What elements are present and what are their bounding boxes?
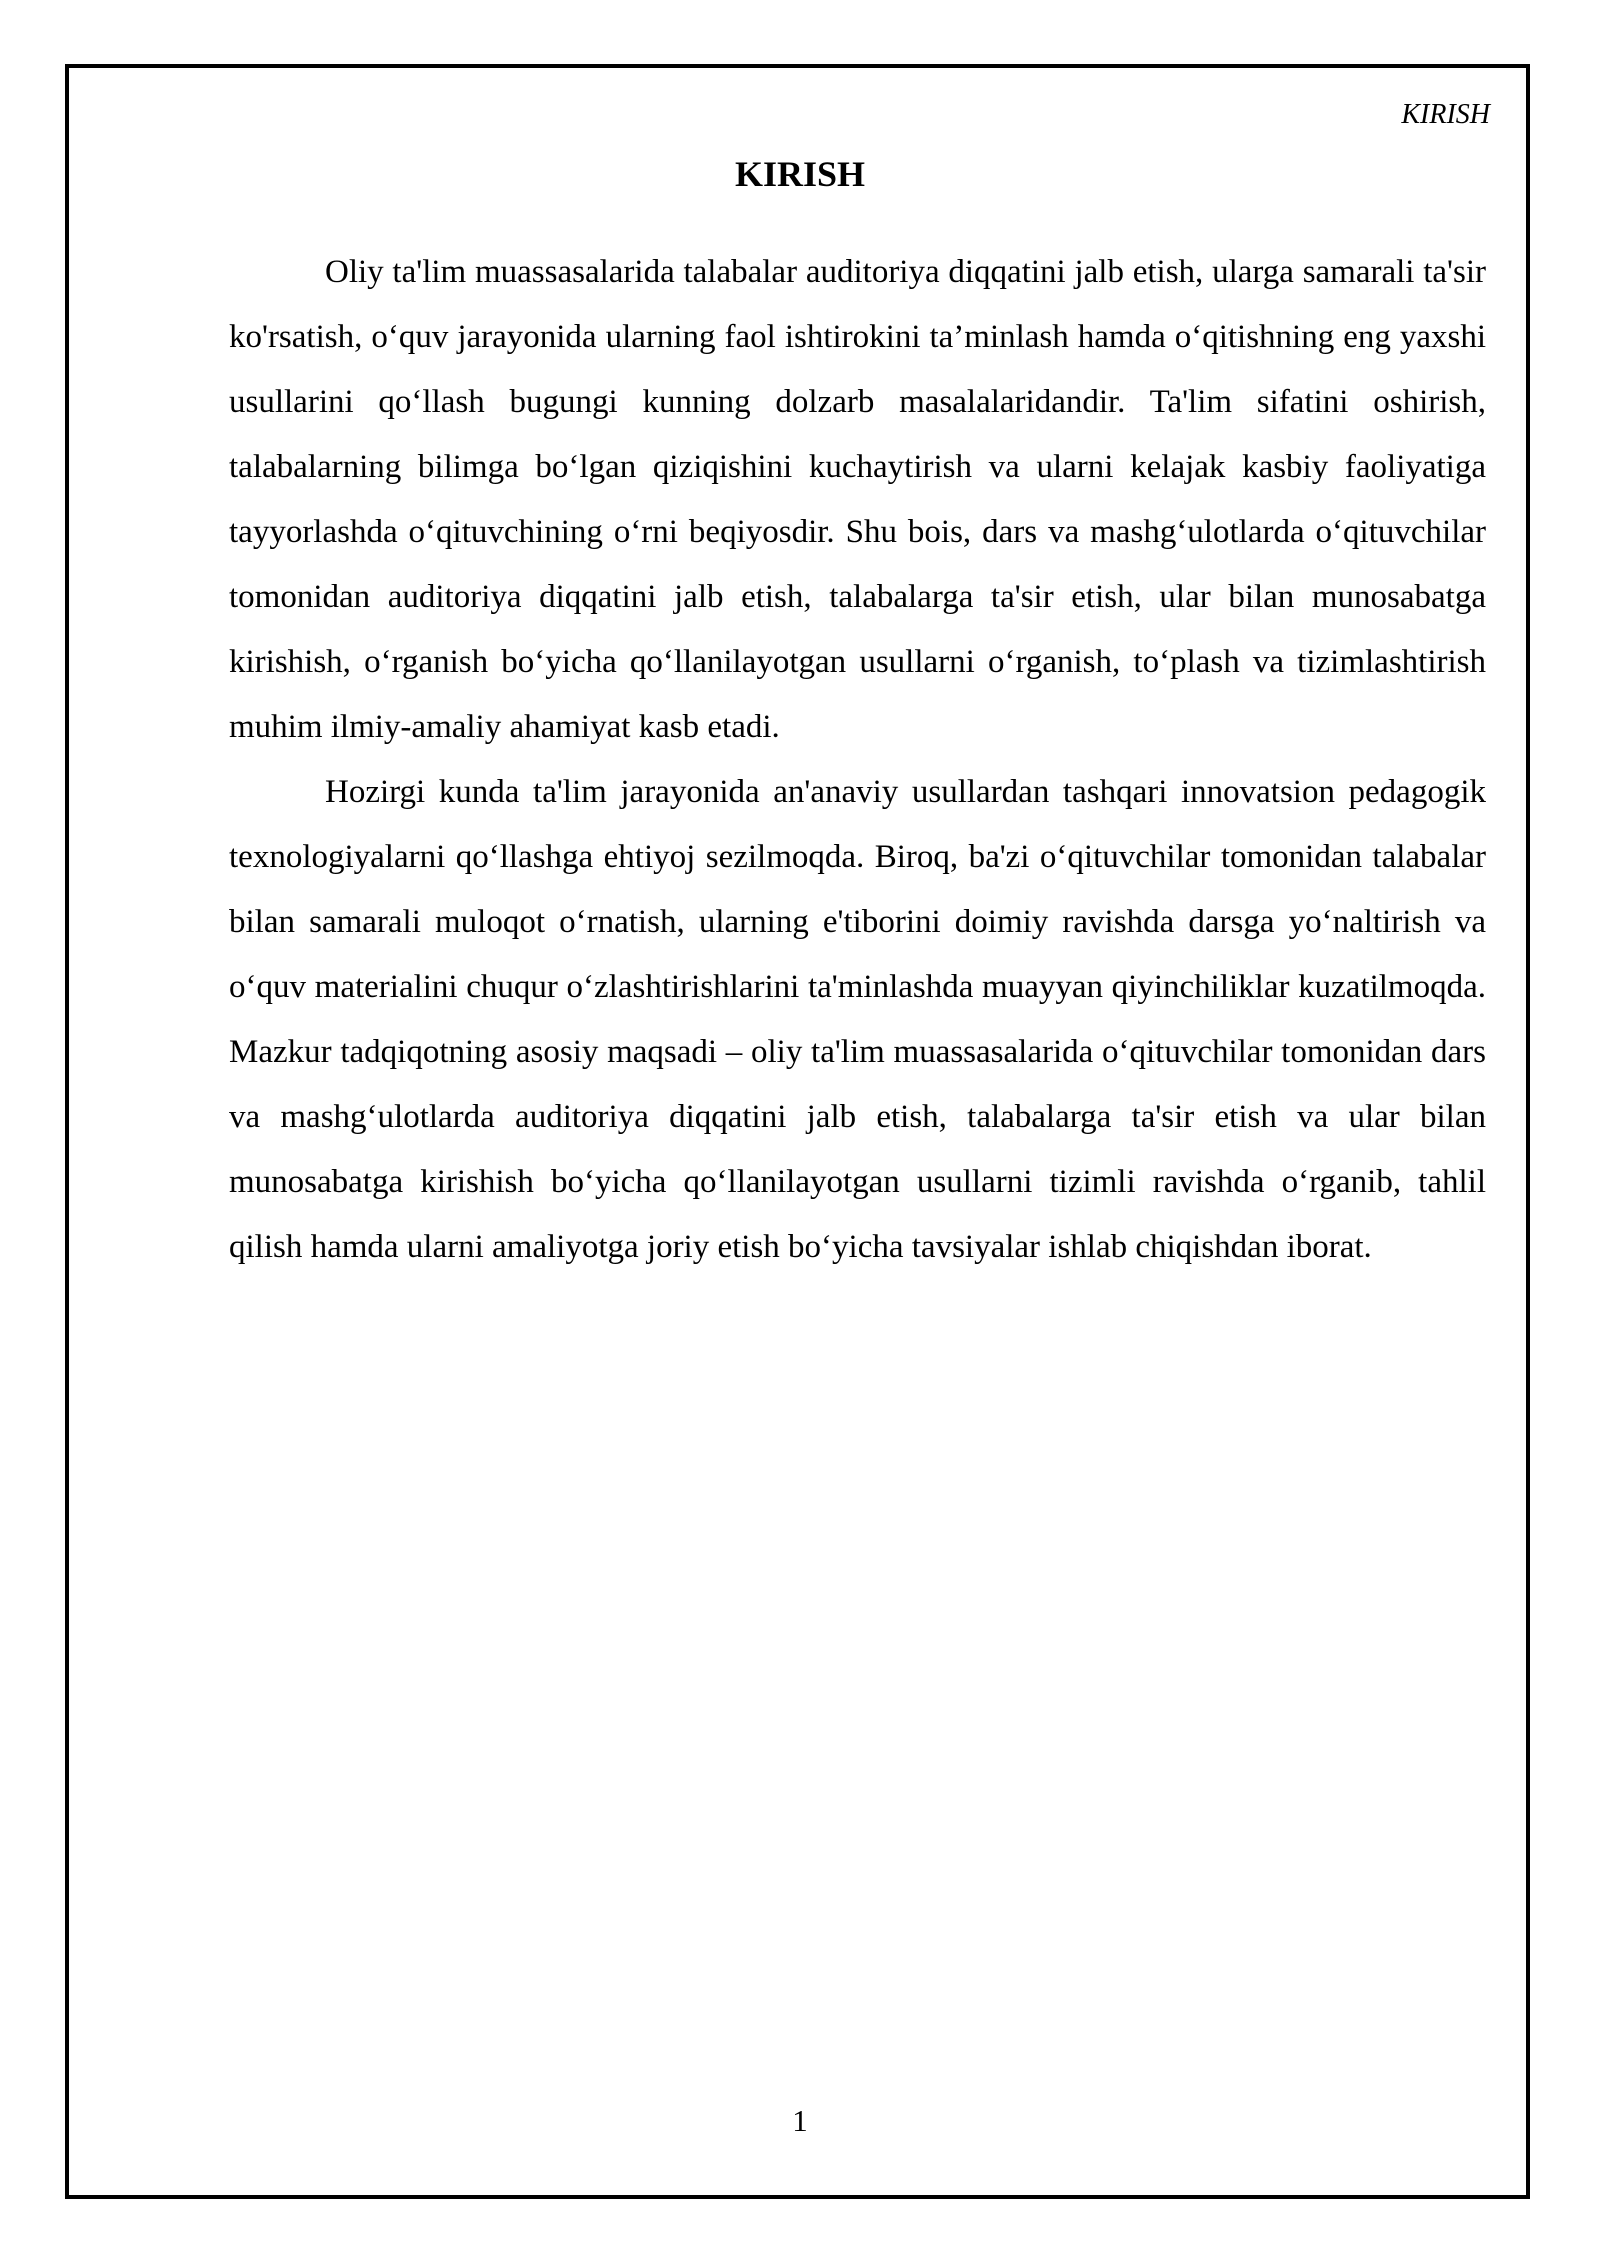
page-title: KIRISH — [734, 154, 866, 194]
paragraph-1: Oliy ta'lim muassasalarida talabalar auditoriya diqqatini jalb etish, ularga samarali ta'sir ko'rsatish, o‘quv jarayonida ularning faol ishtirokini ta’minlash hamda o‘qitishning eng yaxshi usullarini qo‘llash bugungi kunning dolzarb masalalaridandir. Ta'lim sifatini oshirish, talabalarning bilimga bo‘lgan qiziqishini kuchaytirish va ularni kelajak kasbiy faoliyatiga tayyorlashda o‘qituvchining o‘rni beqiyosdir. Shu bois, dars va mashg‘ulotlarda o‘qituvchilar tomonidan auditoriya diqqatini jalb etish, talabalarga ta'sir etish, ular bilan munosabatga kirishish, o‘rganish bo‘yicha qo‘llanilayotgan usullarni o‘rganish, to‘plash va tizimlashtirish muhim ilmiy-amaliy ahamiyat kasb etadi. — [229, 254, 1486, 745]
page-number: 1 — [792, 2103, 808, 2138]
paragraph-2: Hozirgi kunda ta'lim jarayonida an'anaviy usullardan tashqari innovatsion pedagogik texnologiyalarni qo‘llashga ehtiyoj sezilmoqda. Biroq, ba'zi o‘qituvchilar tomonidan talabalar bilan samarali muloqot o‘rnatish, ularning e'tiborini doimiy ravishda darsga yo‘naltirish va o‘quv materialini chuqur o‘zlashtirishlarini ta'minlashda muayyan qiyinchiliklar kuzatilmoqda. Mazkur tadqiqotning asosiy maqsadi – oliy ta'lim muassasalarida o‘qituvchilar tomonidan dars va mashg‘ulotlarda auditoriya diqqatini jalb etish, talabalarga ta'sir etish va ular bilan munosabatga kirishish bo‘yicha qo‘llanilayotgan usullarni tizimli ravishda o‘rganib, tahlil qilish hamda ularni amaliyotga joriy etish bo‘yicha tavsiyalar ishlab chiqishdan iborat. — [229, 774, 1486, 1265]
body-text — [229, 240, 1486, 1280]
running-header: KIRISH — [1401, 99, 1490, 130]
